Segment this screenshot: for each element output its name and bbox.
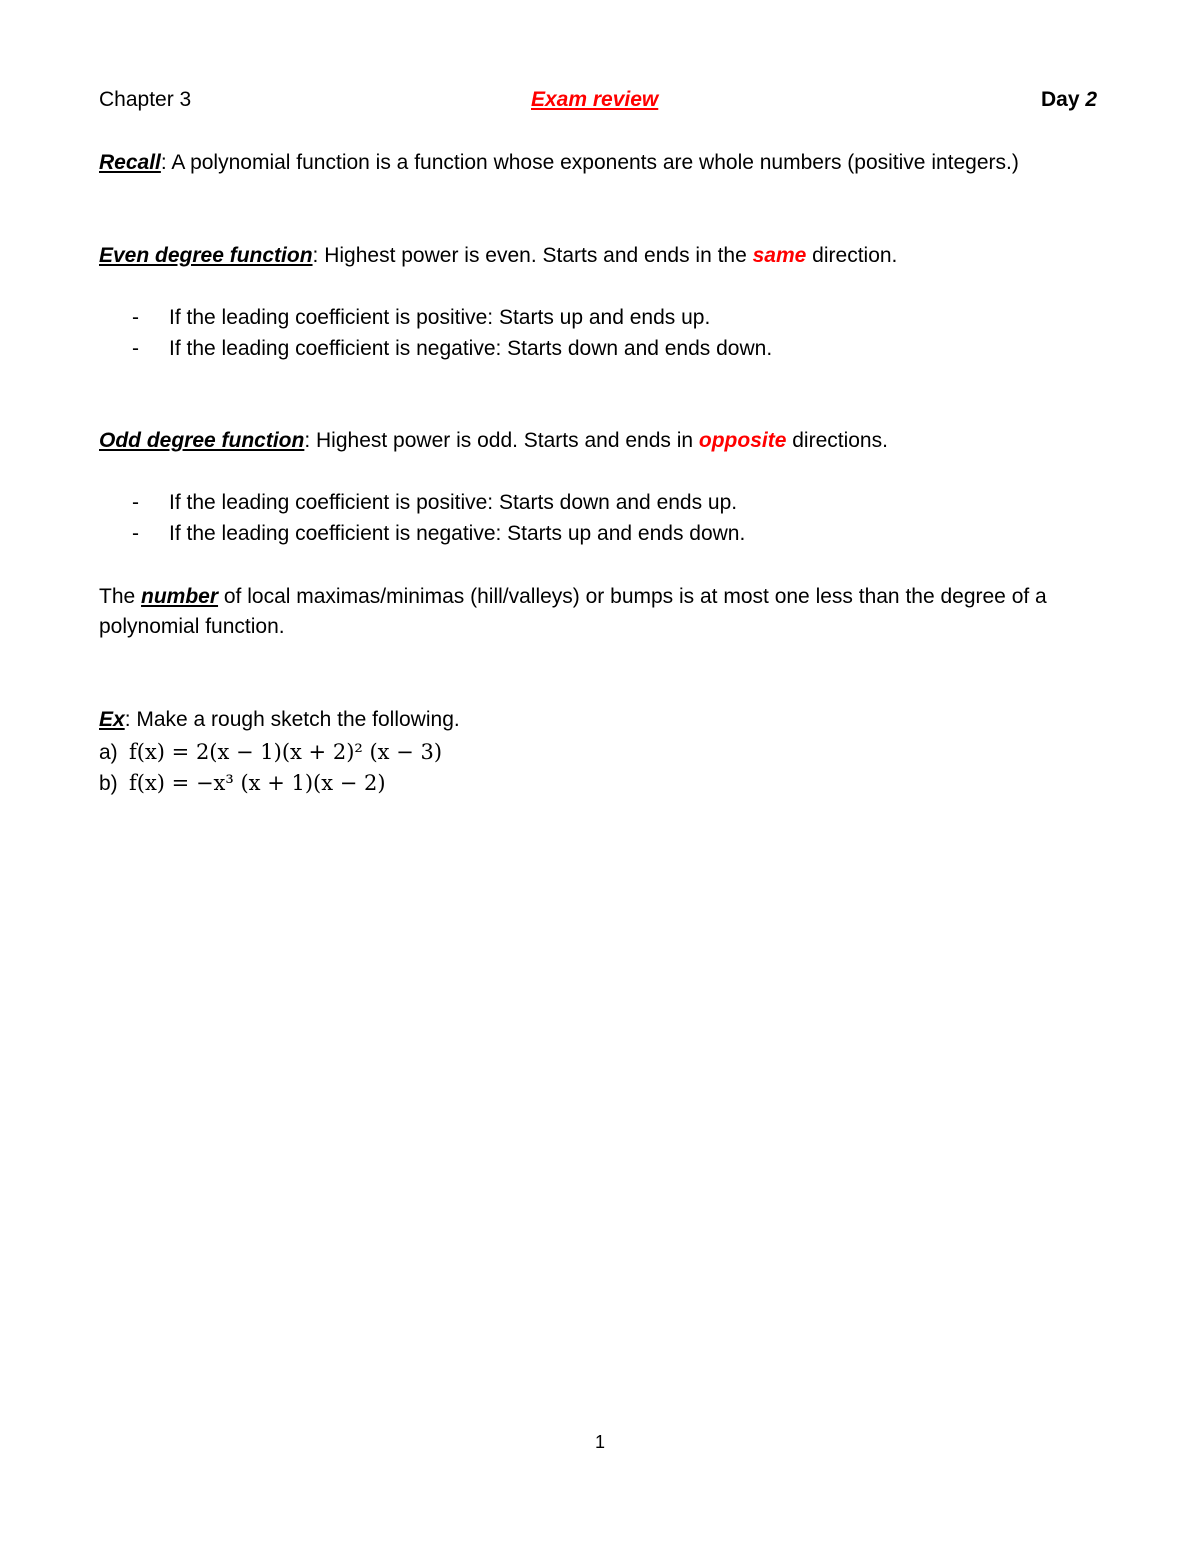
odd-bullet-2 [132,521,745,547]
number-note-line-2: polynomial function. [99,615,285,638]
header-title: Exam review [531,88,659,111]
even-bullet-1 [132,305,710,331]
bullet-dash: - [132,337,139,360]
example-item-b-label: b) [99,772,118,795]
recall-term: Recall [99,151,161,174]
number-note-term: number [141,585,219,608]
even-degree-line [99,243,897,269]
recall-text: : A polynomial function is a function whose exponents are whole numbers (positive integers.) [160,151,1019,174]
example-line [99,707,460,733]
example-item-b [99,770,386,797]
recall-line [99,150,1019,176]
odd-bullet-1 [132,490,737,516]
even-degree-text-before: : Highest power is even. Starts and ends in the [312,244,753,267]
example-term: Ex [99,708,125,731]
header-day-number: 2 [1085,88,1098,111]
odd-degree-highlight: opposite [698,429,787,452]
even-degree-highlight: same [752,244,807,267]
even-bullet-2-text: If the leading coefficient is negative: Starts down and ends down. [169,337,773,360]
bullet-dash: - [132,306,139,329]
example-text: : Make a rough sketch the following. [124,708,460,731]
example-item-b-expression: f(x) = −x³ (x + 1)(x − 2) [129,771,386,795]
odd-bullet-2-text: If the leading coefficient is negative: Starts up and ends down. [169,522,746,545]
odd-degree-line [99,428,888,454]
even-degree-text-after: direction. [806,244,898,267]
odd-bullet-1-text: If the leading coefficient is positive: Starts down and ends up. [169,491,738,514]
even-degree-term: Even degree function [99,244,313,267]
number-note-line-1 [99,584,1047,610]
example-item-a [99,739,442,766]
bullet-dash: - [132,522,139,545]
example-item-a-expression: f(x) = 2(x − 1)(x + 2)² (x − 3) [129,740,443,764]
number-note-before: The [99,585,142,608]
odd-degree-text-after: directions. [786,429,888,452]
header-day [1041,88,1097,112]
header-day-word: Day [1041,88,1080,111]
odd-degree-term: Odd degree function [99,429,305,452]
header-chapter: Chapter 3 [99,88,192,111]
example-item-a-label: a) [99,741,118,764]
even-bullet-1-text: If the leading coefficient is positive: Starts up and ends up. [169,306,711,329]
odd-degree-text-before: : Highest power is odd. Starts and ends in [304,429,699,452]
page-number: 1 [594,1432,605,1452]
even-bullet-2 [132,336,772,362]
bullet-dash: - [132,491,139,514]
number-note-after: of local maximas/minimas (hill/valleys) or bumps is at most one less than the degree of a [218,585,1047,608]
